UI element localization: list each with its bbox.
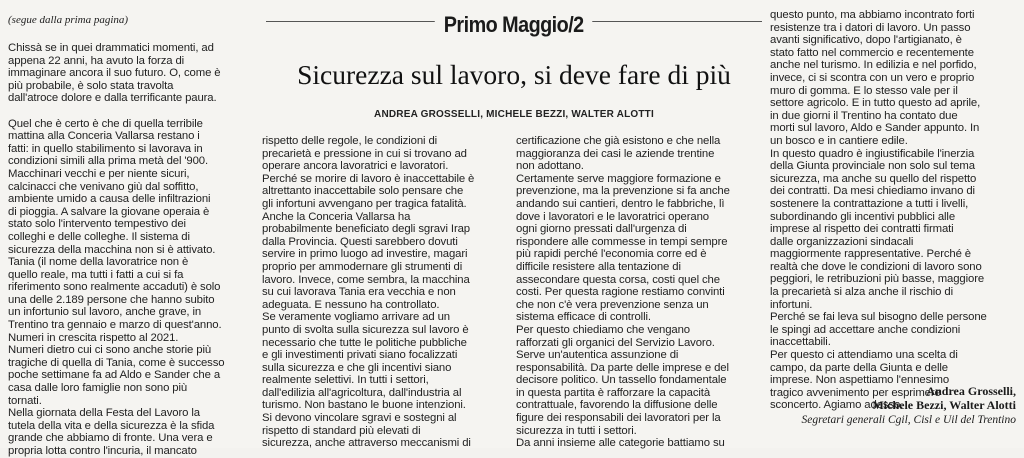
article-line: responsabilità. Da parte delle imprese e del xyxy=(516,361,729,374)
article-line: appena 22 anni, ha avuto la forza di xyxy=(8,54,185,67)
article-line: rispondere alle commesse in tempi sempre xyxy=(516,235,728,248)
article-line: Tania (il nome della lavoratrice non è xyxy=(8,256,189,269)
article-line: muro di gomma. E lo stesso vale per il xyxy=(770,84,958,97)
article-line: Trentino tra gennaio e marzo di quest'anno. xyxy=(8,319,222,332)
article-line: prevenzione, ma la prevenzione si fa anche xyxy=(516,185,730,198)
article-line: mattina alla Conceria Vallarsa restano i xyxy=(8,130,200,143)
article-line: sostenere la contrattazione a tutti i livelli, xyxy=(770,197,969,210)
article-line: Si devono vincolare sgravi e sostegni al xyxy=(262,412,457,425)
article-line: che non c'è vera prevenzione senza un xyxy=(516,298,709,311)
article-line: sicurezza in tutti i settori. xyxy=(516,424,637,437)
article-line: casa dalle loro famiglie non sono più xyxy=(8,382,188,395)
article-line: dalla Provincia. Questi sarebbero dovuti xyxy=(262,235,458,248)
article-line: rispetto delle regole, le condizioni di xyxy=(262,135,438,147)
article-line: morti sul lavoro, Aldo e Sander appunto. In xyxy=(770,122,980,135)
article-line: Anche la Conceria Vallarsa ha xyxy=(262,210,411,223)
article-line: lavoro. Invece, come sembra, la macchina xyxy=(262,273,470,286)
article-line: condizioni simili alla prima metà del '900. xyxy=(8,155,209,168)
article-line: tutela della vita e della sicurezza è la sfida xyxy=(8,419,215,432)
article-line: decisore politico. Un tassello fondamentale xyxy=(516,374,727,387)
article-line: probabilmente beneficiato degli sgravi Irap xyxy=(262,223,470,236)
signature-names-line1: Andrea Grosselli, xyxy=(926,384,1016,398)
article-line: dove i lavoratori e le lavoratrici operano xyxy=(516,210,709,223)
article-line: sicurezza, ma anche su quello del rispetto xyxy=(770,172,977,185)
article-line: e gli investimenti privati siano focalizzati xyxy=(262,349,458,362)
article-line: costi. Per questa ragione restiamo convinti xyxy=(516,286,725,299)
article-line: tragiche di quella di Tania, come è successo xyxy=(8,356,225,369)
article-line: non adottano. xyxy=(516,160,584,173)
kicker xyxy=(266,14,762,37)
article-line: Da anni insieme alle categorie battiamo su xyxy=(516,437,725,450)
headline: Sicurezza sul lavoro, si deve fare di più xyxy=(297,59,731,90)
article-line: Quel che è certo è che di quella terribile xyxy=(8,117,203,130)
article-line: una delle 2.189 persone che hanno subito xyxy=(8,293,215,306)
article-line: immaginare ancora il suo futuro. O, come è xyxy=(8,67,221,80)
article-line: sulla sicurezza e che gli incentivi siano xyxy=(262,361,452,374)
article-line: imprese. Non aspettiamo l'ennesimo xyxy=(770,374,950,387)
article-line: precarietà e pressione in cui si trovano ad xyxy=(262,147,467,160)
article-line: poche settimane fa ad Aldo e Sander che a xyxy=(8,369,221,382)
article-line: propria lotta contro l'incuria, il mancato xyxy=(8,445,197,457)
article-line: un infortunio sul lavoro, anche grave, in xyxy=(8,306,202,319)
article-line: punto di svolta sulla sicurezza sul lavoro è xyxy=(262,323,469,336)
article-line: altrettanto inaccettabile solo pensare che xyxy=(262,185,464,198)
article-line: dei contratti. Da mesi chiediamo invano di xyxy=(770,185,975,198)
article-line: Macchinari vecchi e per niente sicuri, xyxy=(8,167,190,180)
article-line: figure dei responsabili dei lavoratori per la xyxy=(516,412,721,425)
article-line: Se veramente vogliamo arrivare ad un xyxy=(262,311,450,324)
article-line: della Giunta provinciale non solo sul tema xyxy=(770,160,975,173)
article-line: riferimento sono realmente accaduti) è solo xyxy=(8,281,221,294)
article-column-2 xyxy=(262,135,510,450)
article-line: Per questo chiediamo che vengano xyxy=(516,323,690,336)
article-column-4 xyxy=(770,9,1020,412)
article-line: dalle organizzazioni sindacali xyxy=(770,235,914,248)
article-line: imprese al rispetto dei contratti firmati xyxy=(770,223,954,236)
article-line: Perché se morire di lavoro è inaccettabile è xyxy=(262,172,475,185)
article-line: gli infortuni avvengano per tragica fatalità. xyxy=(262,197,467,210)
article-line: necessario che tutte le politiche pubbliche xyxy=(262,336,467,349)
article-line xyxy=(8,105,258,118)
article-column-1 xyxy=(8,42,258,458)
article-line: peggiori, le retribuzioni più basse, maggiore xyxy=(770,273,985,286)
article-line: anche nel turismo. In edilizia e nel porfido, xyxy=(770,59,977,72)
article-line: adeguata. E nessuno ha controllato. xyxy=(262,298,440,311)
byline: ANDREA GROSSELLI, MICHELE BEZZI, WALTER ALOTTI xyxy=(374,109,654,120)
article-line: su cui lavorava Tania era vecchia e non xyxy=(262,286,456,299)
article-line: di pioggia. A salvare la giovane operaia è xyxy=(8,205,210,218)
article-line: proprio per ammodernare gli strumenti di xyxy=(262,260,463,273)
article-line: ambiente umido a causa delle infiltrazioni xyxy=(8,193,211,206)
article-line: le spingi ad accettare anche condizioni xyxy=(770,323,961,336)
article-line: colleghi e delle colleghe. Il sistema di xyxy=(8,230,190,243)
article-line: sicurezza della macchina non si è attivato. xyxy=(8,243,216,256)
article-line: ogni giorno pressati dall'urgenza di xyxy=(516,223,687,236)
article-line: in due giorni il Trentino ha contato due xyxy=(770,109,958,122)
article-line: Certamente serve maggiore formazione e xyxy=(516,172,721,185)
article-line: stato fatto nel commercio e recentemente xyxy=(770,46,974,59)
article-line: calcinacci che venivano giù dal soffitto, xyxy=(8,180,199,193)
article-line: in questa partita è rafforzare la capacità xyxy=(516,386,711,399)
article-line: settore agricolo. E in tutto questo ad aprile, xyxy=(770,97,981,110)
article-line: più rapidi perché l'economia corre ed è xyxy=(516,248,707,261)
article-line: Serve un'autentica assunzione di xyxy=(516,349,679,362)
article-line: sconcerto. Agiamo adesso. xyxy=(770,399,904,412)
article-line: tragico avvenimento per esprimere xyxy=(770,386,941,399)
article-line: stato solo l'intervento tempestivo dei xyxy=(8,218,186,231)
article-line: tornati. xyxy=(8,394,42,407)
article-line: Numeri in crescita rispetto al 2021. xyxy=(8,331,179,344)
article-line: sicurezza, anche attraverso meccanismi di xyxy=(262,437,471,450)
article-line: sistema efficace di controlli. xyxy=(516,311,651,324)
article-line: resistenze tra i datori di lavoro. Un passo xyxy=(770,21,971,34)
article-line: operare ancora lavoratrici e lavoratori. xyxy=(262,160,449,173)
article-line: grande che abbiamo di fronte. Una vera e xyxy=(8,432,213,445)
article-line: subordinando gli incentivi pubblici alle xyxy=(770,210,956,223)
article-line: rispetto di standard più elevati di xyxy=(262,424,421,437)
article-line: infortuni. xyxy=(770,298,813,311)
signature-block xyxy=(770,384,1016,427)
article-column-3 xyxy=(516,135,762,450)
article-line: maggiormente rappresentative. Perché è xyxy=(770,248,972,261)
article-line: realmente selettivi. In tutti i settori, xyxy=(262,374,429,387)
article-line: più probabile, è solo stata travolta xyxy=(8,79,174,92)
article-line: un bosco e in cantiere edile. xyxy=(770,134,908,147)
continuation-note: (segue dalla prima pagina) xyxy=(8,14,129,26)
article-line: fatti: in quello stabilimento si lavorava in xyxy=(8,142,203,155)
article-line: maggioranza dei casi le aziende trentine xyxy=(516,147,715,160)
article-line: inaccettabili. xyxy=(770,336,831,349)
article-line: campo, da parte della Giunta e delle xyxy=(770,361,948,374)
article-line: quello reale, ma tutti i fatti a cui si fa xyxy=(8,268,184,281)
article-line: Nella giornata della Festa del Lavoro la xyxy=(8,407,200,420)
article-line: la precarietà si alza anche il rischio di xyxy=(770,286,953,299)
article-line: contrattuale, favorendo la diffusione delle xyxy=(516,399,718,412)
article-line: Perché se fai leva sul bisogno delle persone xyxy=(770,311,987,324)
signature-role: Segretari generali Cgil, Cisl e Uil del Trentino xyxy=(801,414,1016,426)
article-line: dall'atroce dolore e dalla terrificante paura. xyxy=(8,92,217,105)
article-line: Chissà se in quei drammatici momenti, ad xyxy=(8,42,214,54)
article-line: questo punto, ma abbiamo incontrato forti xyxy=(770,9,975,21)
article-line: servire in primo luogo ad investire, magari xyxy=(262,248,468,261)
article-line: In questo quadro è ingiustificabile l'inerzia xyxy=(770,147,975,160)
kicker-text: Primo Maggio/2 xyxy=(435,14,593,36)
article-line: andando sui cantieri, dentro le fabbriche, lì xyxy=(516,197,725,210)
article-line: difficile resistere alla tentazione di xyxy=(516,260,681,273)
signature-names-line2: Michele Bezzi, Walter Alotti xyxy=(872,398,1016,412)
article-line: avanti significativo, dopo l'artigianato, è xyxy=(770,34,962,47)
article-line: realtà che dove le condizioni di lavoro sono xyxy=(770,260,982,273)
article-line: rafforzati gli organici del Servizio Lavoro. xyxy=(516,336,715,349)
article-line: dall'edilizia all'agricoltura, dall'industria al xyxy=(262,386,462,399)
article-line: assecondare questa corsa, costi quel che xyxy=(516,273,720,286)
article-line: turismo. Non bastano le buone intenzioni. xyxy=(262,399,466,412)
article-line: invece, ci si scontra con un vero e proprio xyxy=(770,71,975,84)
article-line: Numeri dietro cui ci sono anche storie più xyxy=(8,344,212,357)
article-line: Per questo ci attendiamo una scelta di xyxy=(770,349,958,362)
article-line: certificazione che già esistono e che nella xyxy=(516,135,721,147)
